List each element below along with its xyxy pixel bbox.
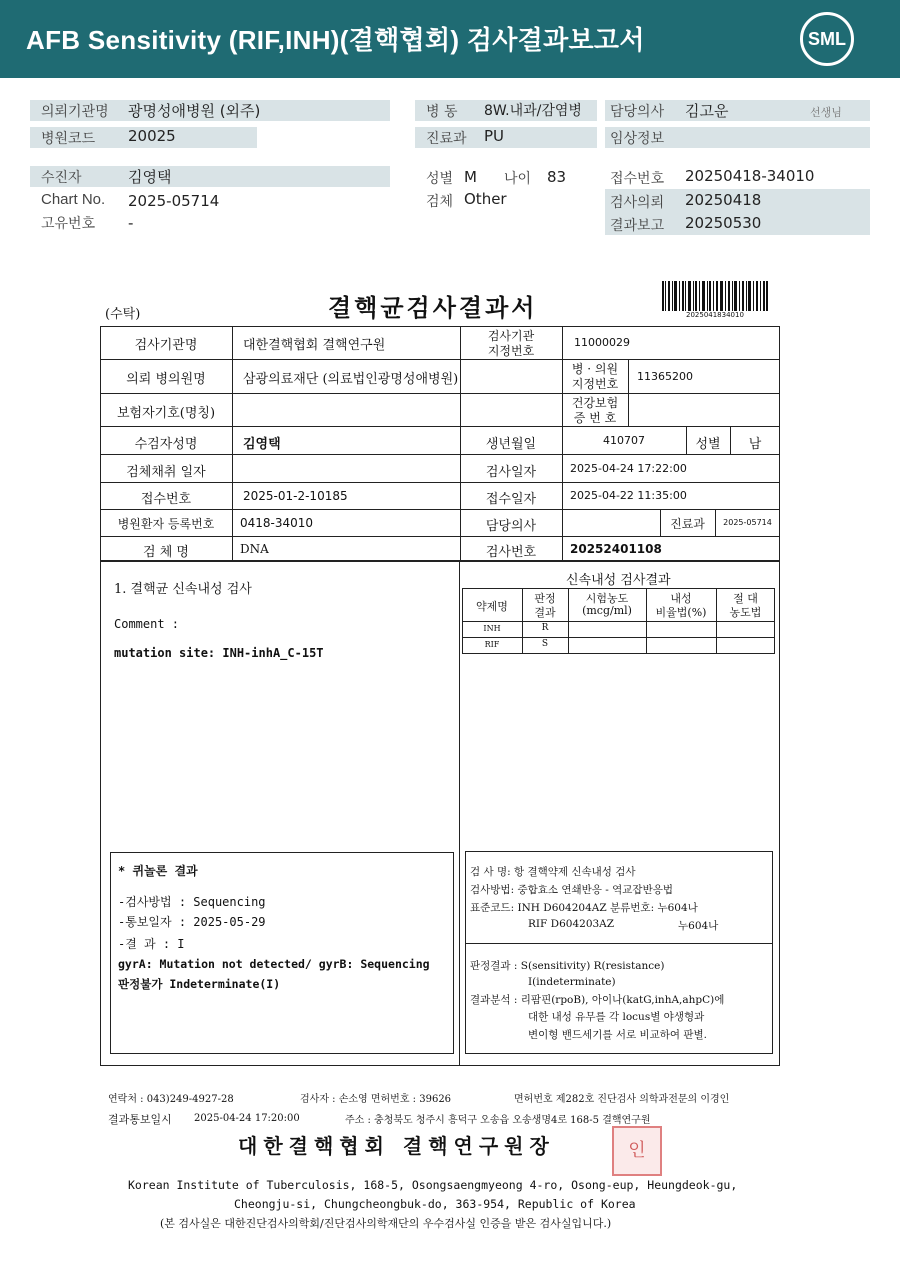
method-line-3: 표준코드: INH D604204AZ 분류번호: 누604나 [470, 902, 698, 914]
birth-label: 생년월일 [485, 437, 537, 452]
chart-no-value: 2025-05714 [128, 192, 220, 210]
method-line-4: RIF D604203AZ [528, 918, 615, 930]
dept-label: 진료과 [426, 131, 467, 147]
age-value: 83 [547, 168, 567, 186]
address: 주소 : 충청북도 청주시 흥덕구 오송읍 오송생명4로 168-5 결핵연구원 [345, 1115, 651, 1126]
rapid-result-heading: 신속내성 검사결과 [566, 573, 671, 588]
req-label: 의뢰 병의원명 [126, 372, 206, 387]
col-conc-1: 시험농도 [585, 592, 629, 605]
attending-label: 담당의사 [485, 519, 537, 534]
seal-text: 인 [628, 1140, 646, 1161]
english-address-2: Cheongju-si, Chungcheongbuk-do, 363-954, Republic of Korea [234, 1197, 636, 1211]
patient-label: 수진자 [41, 170, 82, 186]
hospital-code-value: 20025 [128, 127, 176, 145]
request-date-value: 20250418 [685, 191, 762, 209]
specimen-label: 검체 [426, 194, 454, 210]
health-label-2: 증 번 호 [573, 411, 617, 425]
contact: 연락처 : 043)249-4927-28 [108, 1094, 234, 1105]
analysis-line-1: 결과분석 : 리팜핀(rpoB), 아이나(katG,inhA,ahpC)에 [470, 994, 725, 1006]
test-date-value: 2025-04-24 17:22:00 [570, 462, 687, 475]
unique-id-value: - [128, 214, 134, 232]
barcode [662, 281, 768, 311]
inst-no-value: 11000029 [574, 336, 630, 349]
official-seal [612, 1126, 662, 1176]
notify-value: 2025-04-24 17:20:00 [194, 1113, 300, 1124]
patient-value: 김영택 [128, 168, 172, 186]
method-line-1: 검 사 명: 항 결핵약제 신속내성 검사 [470, 866, 636, 878]
test-no-value: 20252401108 [570, 542, 662, 556]
quinolone-result: -결 과 : I [118, 937, 185, 951]
specimen-value: Other [464, 190, 507, 208]
test-no-label: 검사번호 [485, 545, 537, 560]
certification-note: (본 검사실은 대한진단검사의학회/진단검사의학재단의 우수검사실 인증을 받은 검사실입니다.) [160, 1217, 612, 1230]
receipt-no-value: 2025-01-2-10185 [243, 489, 348, 503]
sex-label: 성별 [426, 171, 454, 187]
name-label: 수검자성명 [134, 437, 198, 452]
sex-value: M [464, 168, 477, 186]
quinolone-box [110, 852, 454, 1054]
result-inh: R [541, 623, 549, 633]
quinolone-heading: * 퀴놀론 결과 [118, 864, 198, 878]
report-title: AFB Sensitivity (RIF,INH)(결핵협회) 검사결과보고서 [26, 25, 645, 55]
inst-value: 대한결핵협회 결핵연구원 [243, 338, 386, 353]
method-line-4b: 누604나 [678, 920, 719, 932]
sex-label-doc: 성별 [695, 437, 721, 452]
result-rif: S [541, 639, 549, 649]
col-judge-1: 판정 [534, 592, 556, 605]
sex-value-doc: 남 [748, 437, 762, 452]
receipt-value: 20250418-34010 [685, 167, 815, 185]
quinolone-note-1: gyrA: Mutation not detected/ gyrB: Sequencing [118, 957, 430, 971]
unique-id-label: 고유번호 [41, 216, 96, 232]
col-ratio-2: 비율법(%) [655, 606, 707, 619]
quinolone-note-2: 판정불가 Indeterminate(I) [118, 977, 281, 991]
comment-label: Comment : [114, 617, 180, 631]
doctor-value: 김고운 [685, 102, 729, 120]
col-abs-2: 농도법 [729, 606, 762, 619]
req-no-label-2: 지정번호 [571, 377, 619, 391]
chart-no-label: Chart No. [41, 191, 106, 208]
inst-no-label-1: 검사기관 [487, 329, 535, 343]
col-drug: 약제명 [476, 600, 508, 613]
insured-label: 보험자기호(명칭) [116, 406, 216, 421]
quinolone-date: -통보일자 : 2025-05-29 [118, 915, 266, 929]
test-date-label: 검사일자 [485, 465, 537, 480]
recv-date-value: 2025-04-22 11:35:00 [570, 489, 687, 502]
report-header [0, 0, 900, 78]
clinic-dept-value: 2025-05714 [723, 518, 772, 527]
method-line-2: 검사방법: 중합효소 연쇄반응 - 역교잡반응법 [470, 884, 674, 896]
age-label: 나이 [504, 171, 532, 187]
dept-value: PU [484, 127, 505, 145]
hospital-code-label: 병원코드 [41, 131, 96, 147]
ward-label: 병 동 [426, 104, 458, 120]
analysis-line-2: 대한 내성 유무를 각 locus별 야생형과 [528, 1011, 705, 1023]
receipt-label: 접수번호 [610, 171, 665, 187]
col-ratio-1: 내성 [670, 592, 692, 605]
notify-label: 결과통보일시 [108, 1113, 172, 1126]
document-title: 결핵균검사결과서 [328, 293, 538, 322]
birth-value: 410707 [603, 434, 645, 447]
drug-inh: INH [483, 624, 501, 633]
rapid-test-heading: 1. 결핵균 신속내성 검사 [114, 582, 252, 597]
col-judge-2: 결과 [534, 606, 556, 619]
col-abs-1: 절 대 [733, 592, 758, 605]
examiner: 검사자 : 손소영 면허번호 : 39626 [300, 1094, 452, 1105]
req-no-label-1: 병 · 의원 [571, 362, 619, 376]
recv-date-label: 접수일자 [485, 492, 537, 507]
receipt-no-label: 접수번호 [140, 492, 192, 507]
clinic-dept-label: 진료과 [670, 517, 705, 531]
barcode-number: 2025041834010 [686, 311, 744, 319]
request-date-label: 검사의뢰 [610, 195, 665, 211]
doctor-label: 담당의사 [610, 104, 665, 120]
report-date-value: 20250530 [685, 214, 762, 232]
req-value: 삼광의료재단 (의료법인광명성애병원) [243, 372, 459, 387]
req-no-value: 11365200 [637, 370, 693, 383]
institute-name: 대한결핵협회 결핵연구원장 [238, 1134, 555, 1158]
analysis-line-3: 변이형 밴드세기를 서로 비교하여 판별. [528, 1029, 707, 1041]
specimen-name-label: 검 체 명 [143, 545, 189, 560]
doctor-suffix: 선생님 [810, 106, 842, 119]
handwritten-note: (수탁) [105, 307, 141, 322]
info-bar [30, 166, 390, 187]
health-label-1: 건강보험 [571, 396, 619, 410]
inst-no-label-2: 지정번호 [487, 344, 535, 358]
judge-line-1: 판정결과 : S(sensitivity) R(resistance) [470, 960, 665, 972]
sml-logo: SML [800, 12, 854, 66]
specimen-name-value: DNA [240, 542, 269, 556]
reg-no-label: 병원환자 등록번호 [117, 517, 215, 531]
ward-value: 8W.내과/감염병 [484, 103, 582, 119]
reg-no-value: 0418-34010 [240, 516, 314, 530]
english-address-1: Korean Institute of Tuberculosis, 168-5, Osongsaengmyeong 4-ro, Osong-eup, Heungdeok-gu, [128, 1178, 738, 1192]
drug-rif: RIF [484, 640, 500, 649]
judge-line-2: I(indeterminate) [528, 976, 616, 988]
quinolone-method: -검사방법 : Sequencing [118, 895, 266, 909]
hospital-label: 의뢰기관명 [41, 104, 109, 120]
name-value: 김영택 [243, 437, 281, 452]
report-date-label: 결과보고 [610, 218, 665, 234]
collect-date-label: 검체채취 일자 [126, 465, 206, 480]
inst-label: 검사기관명 [134, 338, 198, 353]
hospital-value: 광명성애병원 (외주) [128, 102, 261, 120]
director-license: 면허번호 제282호 진단검사 의학과전문의 이경인 [514, 1094, 730, 1105]
col-conc-2: (mcg/ml) [582, 604, 632, 617]
mutation-site: mutation site: INH-inhA_C-15T [114, 646, 324, 660]
clinical-info-label: 임상정보 [610, 131, 665, 147]
